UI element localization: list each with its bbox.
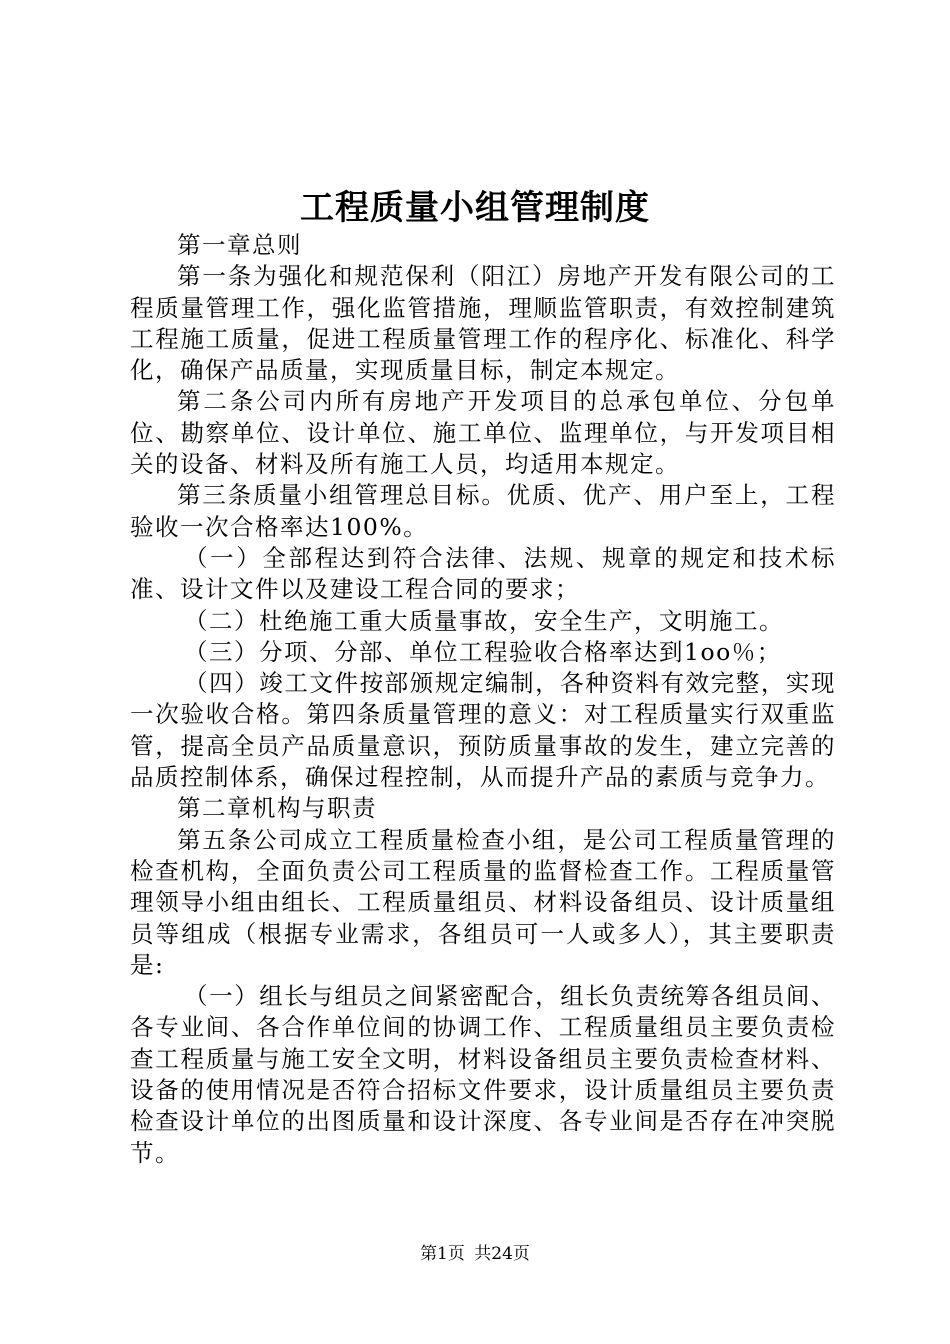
- list-item-paragraph: （一）全部程达到符合法律、法规、规章的规定和技术标准、设计文件以及建设工程合同的要求；: [130, 543, 836, 604]
- page-number: 第1页: [420, 1244, 465, 1264]
- list-item-paragraph: （一）组长与组员之间紧密配合，组长负责统筹各组员间、各专业间、各合作单位间的协调工作、工程质量组员主要负责检查工程质量与施工安全文明，材料设备组员主要负责检查材料、设备的使用情况是否符合招标文件要求，设计质量组员主要负责检查设计单位的出图质量和设计深度、各专业间是否存在冲突脱节。: [130, 982, 836, 1167]
- document-body: [130, 230, 836, 1169]
- list-item-paragraph: （四）竣工文件按部颁规定编制，各种资料有效完整，实现一次验收合格。第四条质量管理的意义：对工程质量实行双重监管，提高全员产品质量意识，预防质量事故的发生，建立完善的品质控制体系，确保过程控制，从而提升产品的素质与竞争力。: [130, 669, 836, 792]
- page-footer: [0, 1242, 950, 1266]
- chapter-heading: 第一章总则: [177, 231, 302, 259]
- article-paragraph: 第五条公司成立工程质量检查小组，是公司工程质量管理的检查机构，全面负责公司工程质量的监督检查工作。工程质量管理领导小组由组长、工程质量组员、材料设备组员、设计质量组员等组成（根据专业需求，各组员可一人或多人），其主要职责是:: [130, 825, 836, 979]
- page-total: 共24页: [474, 1244, 530, 1264]
- list-item-paragraph: （二）杜绝施工重大质量事故，安全生产，文明施工。: [184, 606, 785, 635]
- article-paragraph: 第二条公司内所有房地产开发项目的总承包单位、分包单位、勘察单位、设计单位、施工单位、监理单位，与开发项目相关的设备、材料及所有施工人员，均适用本规定。: [130, 387, 836, 479]
- document-title: 工程质量小组管理制度: [300, 188, 650, 228]
- chapter-heading: 第二章机构与职责: [177, 794, 377, 823]
- article-paragraph: 第一条为强化和规范保利（阳江）房地产开发有限公司的工程质量管理工作，强化监管措施，理顺监管职责，有效控制建筑工程施工质量，促进工程质量管理工作的程序化、标准化、科学化，确保产品质量，实现质量目标，制定本规定。: [130, 262, 836, 385]
- list-item-paragraph: （三）分项、分部、单位工程验收合格率达到1oo％；: [184, 637, 782, 666]
- article-paragraph: 第三条质量小组管理总目标。优质、优产、用户至上，工程验收一次合格率达100%。: [130, 481, 836, 541]
